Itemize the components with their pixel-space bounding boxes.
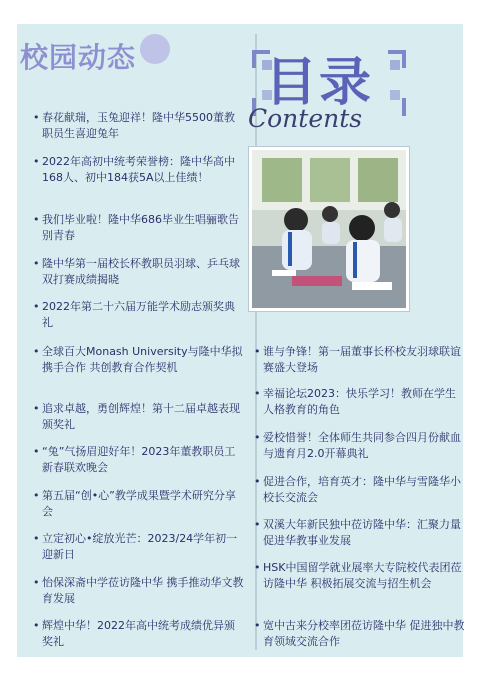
news-item[interactable]: • 隆中华第一届校长杯教职员羽球、乒乓球双打赛成绩揭晓 bbox=[33, 257, 240, 286]
news-item[interactable]: • 爱校惜誉！全体师生共同参合四月份献血与遗育月2.0开幕典礼 bbox=[254, 431, 461, 460]
news-item[interactable]: • 追求卓越，勇创辉煌！第十二届卓越表现颁奖礼 bbox=[33, 402, 240, 431]
news-item[interactable]: • 幸福论坛2023：快乐学习！教师在学生人格教育的角色 bbox=[254, 387, 456, 416]
news-item[interactable]: • 宽中古来分校率团莅访隆中华 促进独中教育领域交流合作 bbox=[254, 619, 465, 648]
news-item[interactable]: • 怡保深斋中学莅访隆中华 携手推动华文教育发展 bbox=[33, 576, 244, 605]
news-item[interactable]: • 第五届“创•心”教学成果暨学术研究分享会 bbox=[33, 489, 236, 518]
news-item[interactable]: • 立定初心•绽放光芒：2023/24学年初一迎新日 bbox=[33, 532, 238, 561]
news-item[interactable]: • HSK中国留学就业展率大专院校代表团莅访隆中华 积极拓展交流与招生机会 bbox=[254, 561, 462, 590]
classroom-photo-frame bbox=[248, 146, 410, 312]
news-item[interactable]: • 2022年第二十六届万能学术励志颁奖典礼 bbox=[33, 300, 235, 329]
news-item[interactable]: • 我们毕业啦！隆中华686毕业生唱骊歌告别青春 bbox=[33, 213, 239, 242]
section-title: 校园动态 bbox=[20, 41, 137, 74]
news-item[interactable]: • 双溪大年新民独中莅访隆中华：汇聚力量促进华教事业发展 bbox=[254, 518, 461, 547]
classroom-photo bbox=[252, 150, 406, 308]
news-item[interactable]: • 谁与争锋！第一届董事长杯校友羽球联谊赛盛大登场 bbox=[254, 345, 461, 374]
toc-subtitle: Contents bbox=[248, 104, 363, 133]
news-item[interactable]: • “兔”气扬眉迎好年！2023年董教职员工新春联欢晚会 bbox=[33, 445, 236, 474]
title-decoration-circle bbox=[140, 34, 170, 64]
news-item[interactable]: • 2022年高初中统考荣誉榜：隆中华高中168人、初中184获5A以上佳绩！ bbox=[33, 155, 235, 184]
news-item[interactable]: • 全球百大Monash University与隆中华拟携手合作 共创教育合作契机 bbox=[33, 345, 243, 374]
toc-title: 目录 bbox=[265, 52, 374, 113]
news-item[interactable]: • 春花献瑞，玉兔迎祥！隆中华5500董教职员生喜迎兔年 bbox=[33, 111, 235, 140]
news-item[interactable]: • 促进合作，培育英才：隆中华与雪隆华小校长交流会 bbox=[254, 475, 461, 504]
news-item[interactable]: • 辉煌中华！2022年高中统考成绩优异颁奖礼 bbox=[33, 619, 235, 648]
